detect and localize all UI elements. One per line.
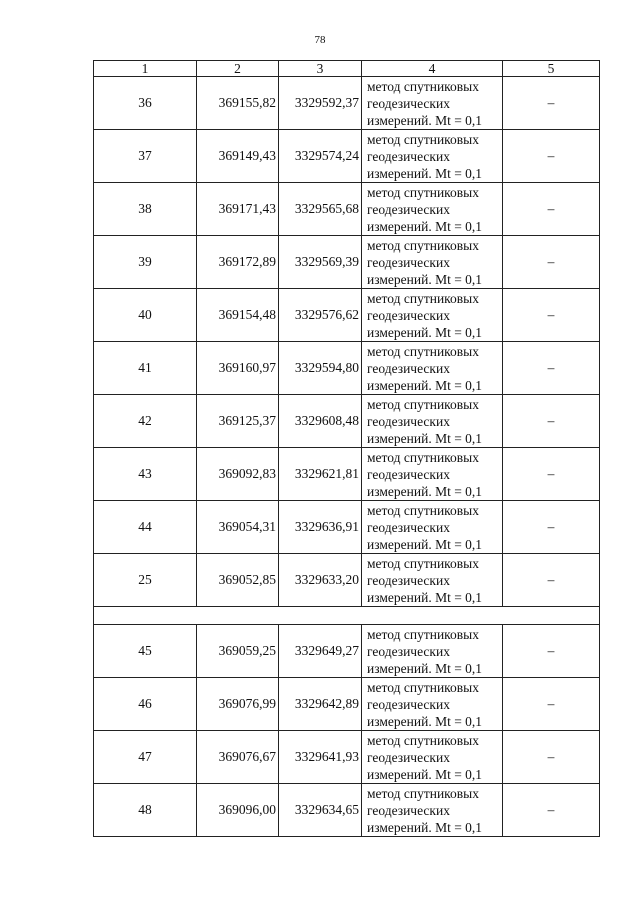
method-line: метод спутниковых [367,343,479,359]
separator-cell [94,607,600,625]
x-coordinate-cell: 369160,97 [197,342,279,395]
table-row [94,784,600,837]
point-number-cell: 48 [94,784,197,837]
column-5-cell: – [503,784,600,837]
point-number-cell: 36 [94,77,197,130]
table-row [94,395,600,448]
y-coordinate-cell: 3329569,39 [279,236,362,289]
method-line: измерений. Mt = 0,1 [367,165,483,181]
table-row [94,342,600,395]
method-line: метод спутниковых [367,679,479,695]
column-5-cell: – [503,289,600,342]
method-line: метод спутниковых [367,626,479,642]
column-header-5: 5 [503,61,600,77]
table-row [94,448,600,501]
method-line: метод спутниковых [367,131,479,147]
method-cell [362,236,503,289]
table-row [94,731,600,784]
x-coordinate-cell: 369052,85 [197,554,279,607]
column-number-row [94,61,600,77]
y-coordinate-cell: 3329608,48 [279,395,362,448]
method-line: измерений. Mt = 0,1 [367,589,483,605]
y-coordinate-cell: 3329592,37 [279,77,362,130]
method-line: измерений. Mt = 0,1 [367,819,483,835]
method-line: измерений. Mt = 0,1 [367,483,483,499]
method-line: измерений. Mt = 0,1 [367,377,483,393]
y-coordinate-cell: 3329576,62 [279,289,362,342]
method-line: геодезических [367,254,450,270]
method-line: геодезических [367,95,450,111]
table-row [94,678,600,731]
x-coordinate-cell: 369154,48 [197,289,279,342]
method-line: метод спутниковых [367,290,479,306]
y-coordinate-cell: 3329634,65 [279,784,362,837]
column-5-cell: – [503,554,600,607]
method-line: измерений. Mt = 0,1 [367,766,483,782]
method-line: геодезических [367,201,450,217]
method-line: метод спутниковых [367,449,479,465]
point-number-cell: 38 [94,183,197,236]
table-row [94,554,600,607]
method-line: геодезических [367,413,450,429]
table-row [94,183,600,236]
table-row [94,77,600,130]
method-line: геодезических [367,572,450,588]
column-5-cell: – [503,77,600,130]
method-line: метод спутниковых [367,732,479,748]
y-coordinate-cell: 3329565,68 [279,183,362,236]
method-line: геодезических [367,802,450,818]
method-line: метод спутниковых [367,396,479,412]
y-coordinate-cell: 3329641,93 [279,731,362,784]
y-coordinate-cell: 3329642,89 [279,678,362,731]
method-cell [362,395,503,448]
column-5-cell: – [503,731,600,784]
method-cell [362,448,503,501]
column-5-cell: – [503,501,600,554]
method-line: измерений. Mt = 0,1 [367,112,483,128]
y-coordinate-cell: 3329649,27 [279,625,362,678]
column-header-4: 4 [362,61,503,77]
x-coordinate-cell: 369076,67 [197,731,279,784]
method-line: измерений. Mt = 0,1 [367,660,483,676]
table-row [94,289,600,342]
x-coordinate-cell: 369155,82 [197,77,279,130]
method-cell [362,130,503,183]
separator-row [94,607,600,625]
method-cell [362,289,503,342]
point-number-cell: 46 [94,678,197,731]
method-line: метод спутниковых [367,184,479,200]
method-line: измерений. Mt = 0,1 [367,271,483,287]
method-cell [362,77,503,130]
column-5-cell: – [503,448,600,501]
method-line: геодезических [367,148,450,164]
x-coordinate-cell: 369096,00 [197,784,279,837]
coordinates-table-body [94,61,600,837]
point-number-cell: 42 [94,395,197,448]
x-coordinate-cell: 369092,83 [197,448,279,501]
method-line: метод спутниковых [367,78,479,94]
x-coordinate-cell: 369149,43 [197,130,279,183]
x-coordinate-cell: 369054,31 [197,501,279,554]
point-number-cell: 40 [94,289,197,342]
table-row [94,130,600,183]
x-coordinate-cell: 369059,25 [197,625,279,678]
column-header-1: 1 [94,61,197,77]
point-number-cell: 43 [94,448,197,501]
method-cell [362,784,503,837]
method-line: измерений. Mt = 0,1 [367,218,483,234]
x-coordinate-cell: 369172,89 [197,236,279,289]
method-line: метод спутниковых [367,502,479,518]
point-number-cell: 47 [94,731,197,784]
method-line: метод спутниковых [367,237,479,253]
column-5-cell: – [503,678,600,731]
column-5-cell: – [503,130,600,183]
point-number-cell: 41 [94,342,197,395]
point-number-cell: 25 [94,554,197,607]
y-coordinate-cell: 3329594,80 [279,342,362,395]
method-line: измерений. Mt = 0,1 [367,536,483,552]
point-number-cell: 44 [94,501,197,554]
x-coordinate-cell: 369171,43 [197,183,279,236]
method-line: геодезических [367,643,450,659]
method-line: геодезических [367,749,450,765]
point-number-cell: 45 [94,625,197,678]
method-cell [362,554,503,607]
column-header-3: 3 [279,61,362,77]
method-cell [362,501,503,554]
method-cell [362,183,503,236]
method-line: геодезических [367,307,450,323]
column-5-cell: – [503,236,600,289]
method-line: геодезических [367,466,450,482]
method-cell [362,625,503,678]
column-header-2: 2 [197,61,279,77]
table-row [94,236,600,289]
method-line: метод спутниковых [367,785,479,801]
method-line: измерений. Mt = 0,1 [367,324,483,340]
method-line: геодезических [367,696,450,712]
page-number: 78 [314,34,326,46]
column-5-cell: – [503,625,600,678]
y-coordinate-cell: 3329621,81 [279,448,362,501]
coordinates-table [93,60,600,837]
y-coordinate-cell: 3329633,20 [279,554,362,607]
method-line: геодезических [367,360,450,376]
y-coordinate-cell: 3329574,24 [279,130,362,183]
method-line: геодезических [367,519,450,535]
method-cell [362,731,503,784]
point-number-cell: 39 [94,236,197,289]
method-line: измерений. Mt = 0,1 [367,713,483,729]
x-coordinate-cell: 369076,99 [197,678,279,731]
point-number-cell: 37 [94,130,197,183]
method-line: метод спутниковых [367,555,479,571]
method-cell [362,678,503,731]
column-5-cell: – [503,395,600,448]
table-row [94,501,600,554]
table-row [94,625,600,678]
y-coordinate-cell: 3329636,91 [279,501,362,554]
column-5-cell: – [503,342,600,395]
method-line: измерений. Mt = 0,1 [367,430,483,446]
column-5-cell: – [503,183,600,236]
method-cell [362,342,503,395]
x-coordinate-cell: 369125,37 [197,395,279,448]
